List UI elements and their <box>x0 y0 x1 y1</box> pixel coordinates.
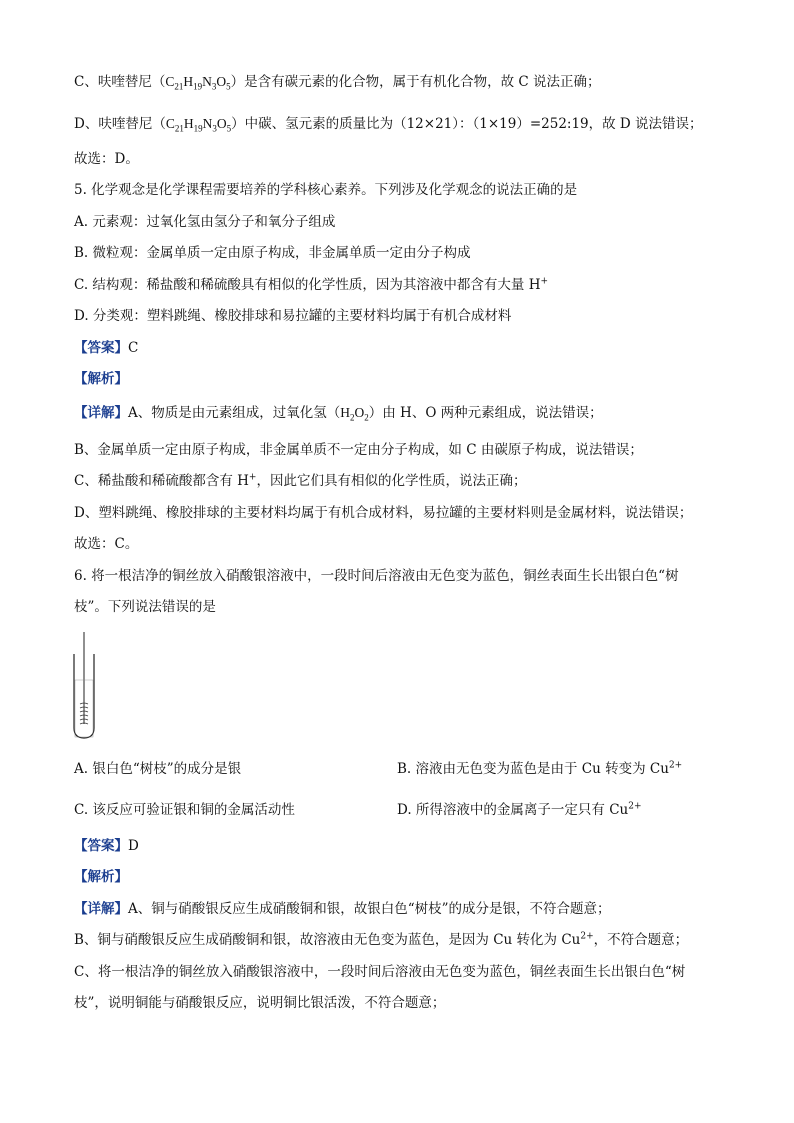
chemical-formula: $C_{21}H_{19}N_3O_5$ <box>165 74 231 92</box>
text-fragment: ）是含有碳元素的化合物，属于有机化合物，故 C 说法正确； <box>230 74 601 90</box>
explanation-line: B、金属单质一定由原子构成，非金属单质不一定由分子构成，如 C 由碳原子构成，说法错误； <box>74 442 643 458</box>
text-fragment: D、呋喹替尼（ <box>74 116 166 132</box>
option-c: C. 结构观：稀盐酸和稀硫酸具有相似的化学性质，因为其溶液中都含有大量 H+ <box>74 276 549 293</box>
answer-line <box>74 836 139 856</box>
analysis-tag: 【解析】 <box>74 869 128 885</box>
question-stem: 5. 化学观念是化学课程需要培养的学科核心素养。下列涉及化学观念的说法正确的是 <box>74 182 578 198</box>
option-d: D. 所得溶液中的金属离子一定只有 $Cu^{2+}$ <box>397 801 642 818</box>
explanation-line: C、将一根洁净的铜丝放入硝酸银溶液中，一段时间后溶液由无色变为蓝色，铜丝表面生长出银白色“树 <box>74 964 686 980</box>
answer-tag: 【答案】 <box>74 340 128 356</box>
option-b: B. 溶液由无色变为蓝色是由于 Cu 转变为 $Cu^{2+}$ <box>397 760 683 777</box>
text-line <box>74 114 703 134</box>
analysis-tag: 【解析】 <box>74 371 128 387</box>
choice-line: 故选：C。 <box>74 536 139 552</box>
detail-tag: 【详解】 <box>74 901 128 917</box>
question-stem: 6. 将一根洁净的铜丝放入硝酸银溶液中，一段时间后溶液由无色变为蓝色，铜丝表面生长出银白色“树 <box>74 568 679 584</box>
text-fragment: ）中碳、氢元素的质量比为（12×21）：（1×19）=252:19，故 D 说法错误； <box>231 116 703 132</box>
explanation-line: B、铜与硝酸银反应生成硝酸铜和银，故溶液由无色变为蓝色，是因为 Cu 转化为 $Cu^{2+}$，不符合题意； <box>74 931 689 948</box>
option-b: B. 微粒观：金属单质一定由原子构成，非金属单质一定由分子构成 <box>74 245 471 261</box>
answer-value: D <box>128 838 139 854</box>
option-c: C. 该反应可验证银和铜的金属活动性 <box>74 802 295 818</box>
answer-tag: 【答案】 <box>74 838 128 854</box>
detail-tag: 【详解】 <box>74 405 128 421</box>
explanation-line: D、塑料跳绳、橡胶排球的主要材料均属于有机合成材料，易拉罐的主要材料则是金属材料，说法错误； <box>74 505 693 521</box>
test-tube-figure <box>66 632 106 744</box>
answer-value: C <box>128 340 139 356</box>
explanation-line: C、稀盐酸和稀硫酸都含有 H+，因此它们具有相似的化学性质，说法正确； <box>74 472 527 489</box>
chemical-formula: $C_{21}H_{19}N_3O_5$ <box>165 116 232 134</box>
option-a: A. 银白色“树枝”的成分是银 <box>74 761 242 777</box>
text-line <box>74 72 601 92</box>
answer-line <box>74 338 138 358</box>
text-fragment: C、呋喹替尼（ <box>74 74 166 90</box>
explanation-line: 枝”，说明铜能与硝酸银反应，说明铜比银活泼，不符合题意； <box>74 995 446 1011</box>
question-stem: 枝”。下列说法错误的是 <box>74 599 216 615</box>
explanation-line: 【详解】A、物质是由元素组成，过氧化氢$(H_2O_2)$由 H、O 两种元素组成，说法错误； <box>74 405 603 423</box>
option-d: D. 分类观：塑料跳绳、橡胶排球和易拉罐的主要材料均属于有机合成材料 <box>74 308 512 324</box>
explanation-line: 【详解】A、铜与硝酸银反应生成硝酸铜和银，故银白色“树枝”的成分是银，不符合题意； <box>74 901 611 917</box>
choice-line: 故选：D。 <box>74 151 139 167</box>
option-a: A. 元素观：过氧化氢由氢分子和氧分子组成 <box>74 214 336 230</box>
chemical-formula: $H_2O_2$ <box>340 405 369 423</box>
